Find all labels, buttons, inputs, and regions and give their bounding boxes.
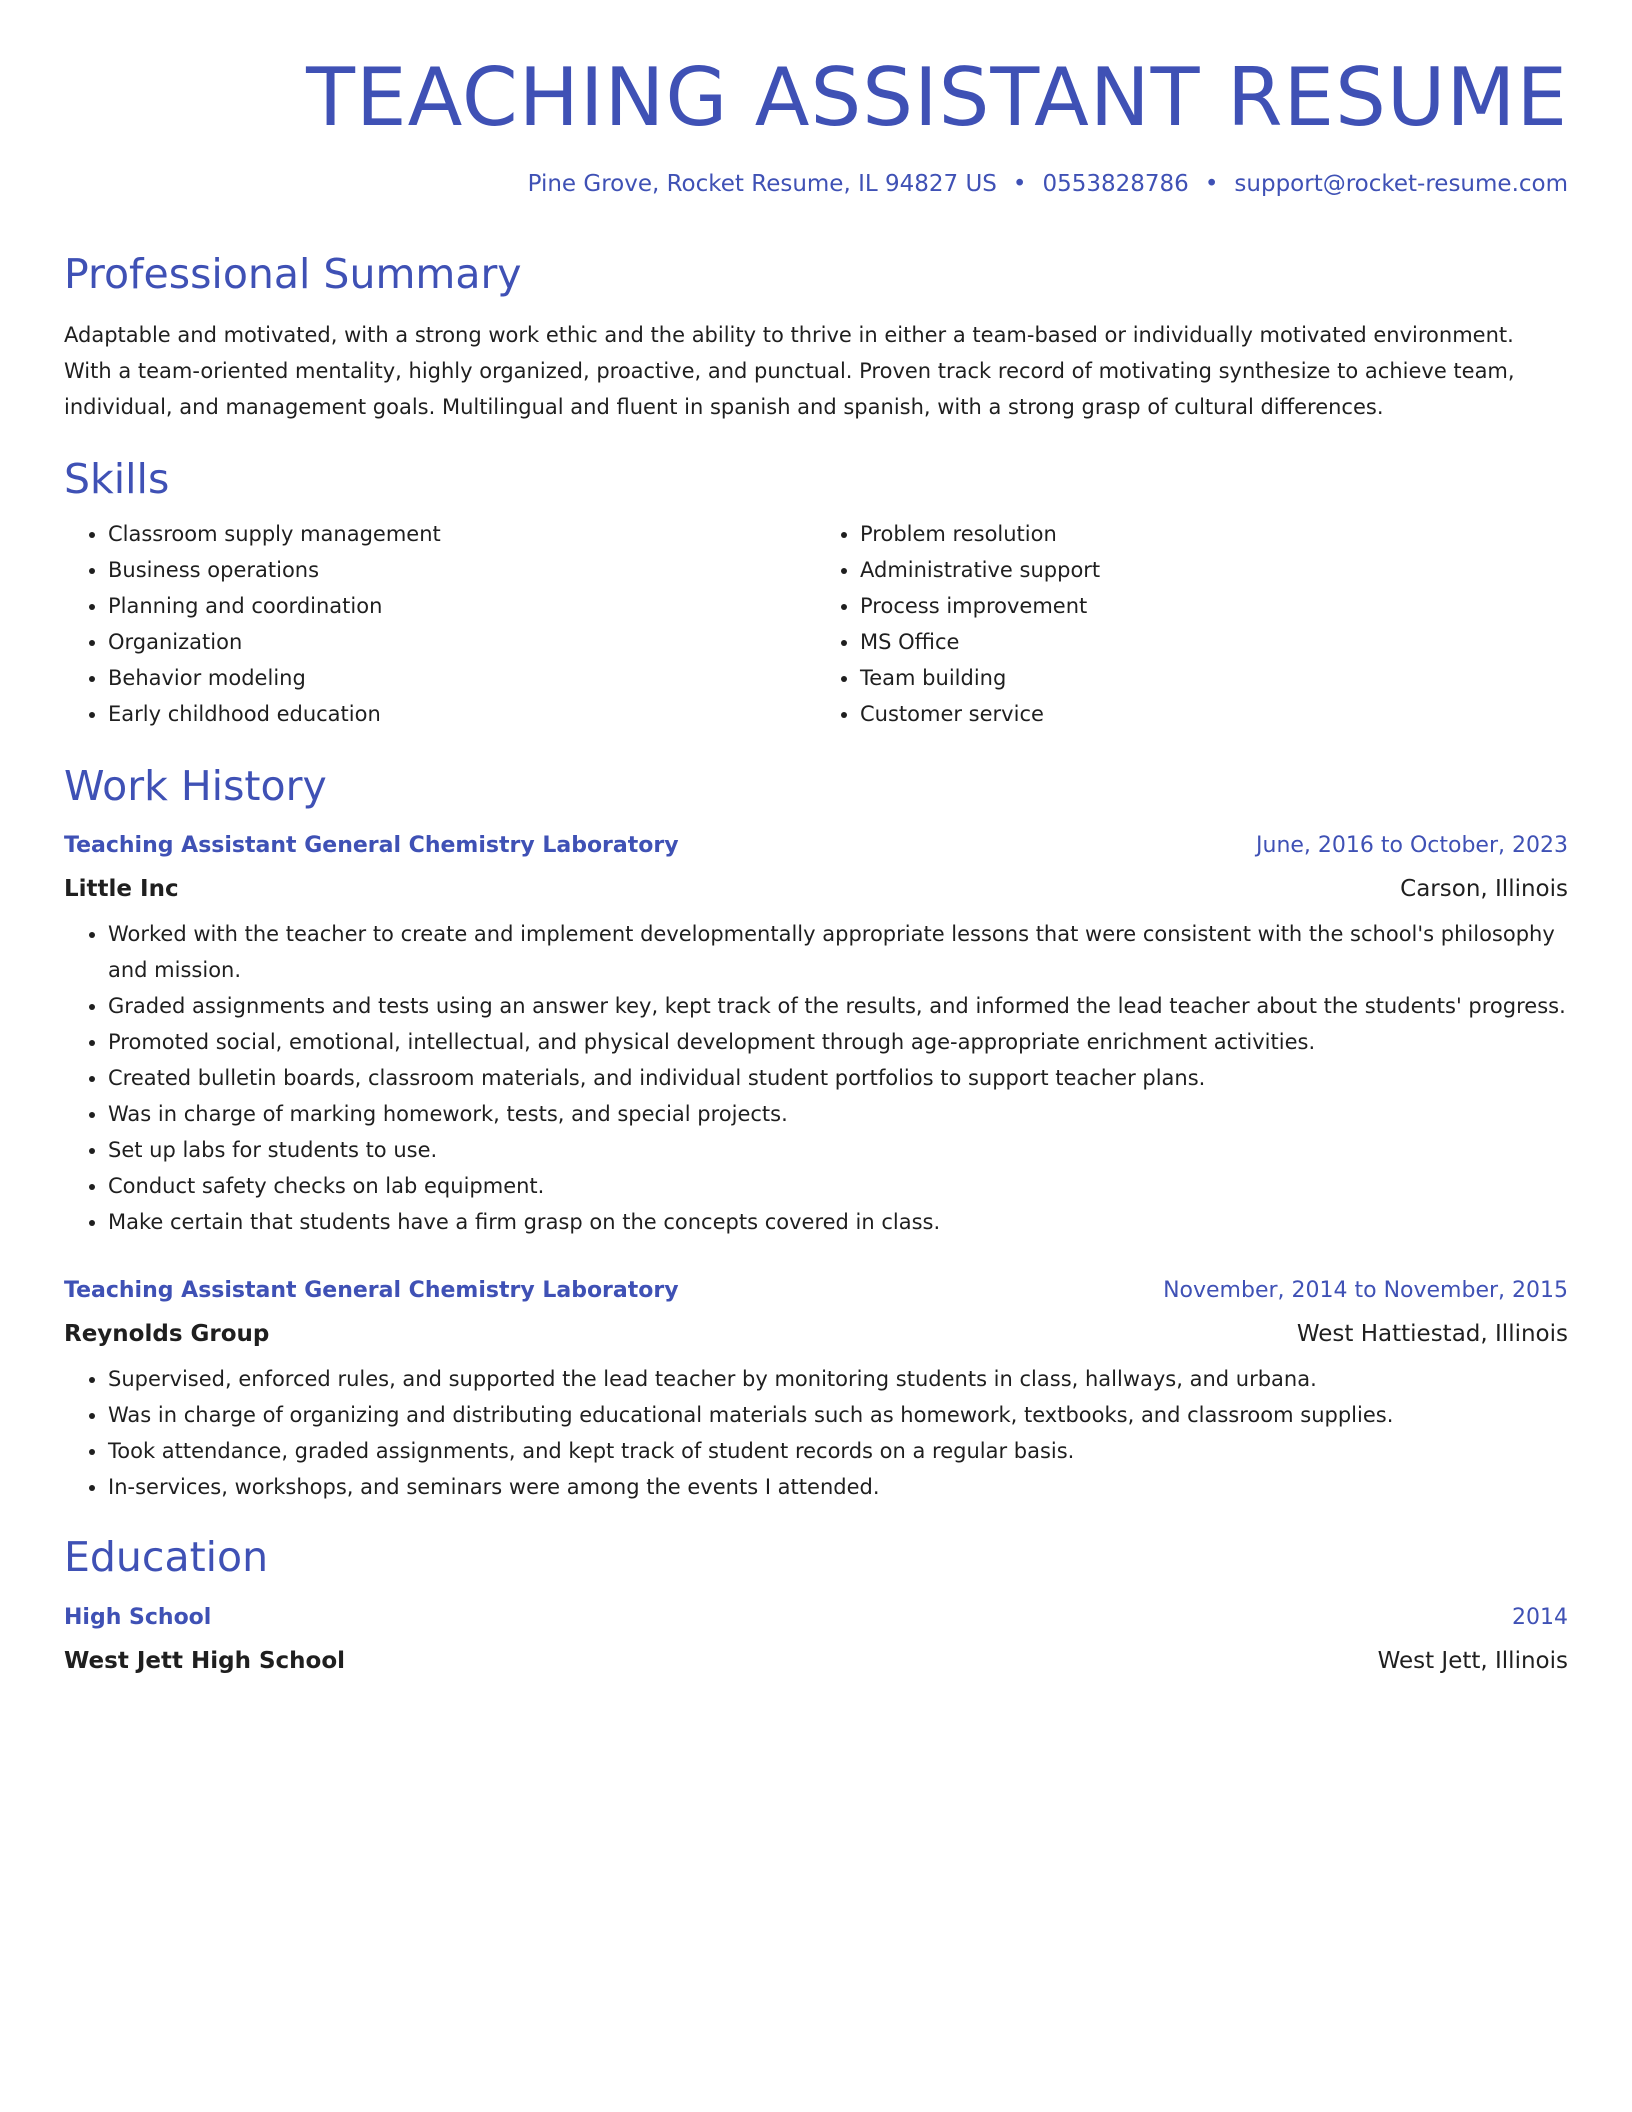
job-company-row	[64, 866, 1568, 902]
job-bullet: • Promoted social, emotional, intellectual, and physical development through age-appropriate enrichment activities.	[108, 1024, 1568, 1060]
job-company-row	[64, 1311, 1568, 1347]
contact-email[interactable]: support@rocket-resume.com	[1234, 171, 1568, 197]
education-school-row	[64, 1638, 1568, 1674]
education-school: West Jett High School	[64, 1647, 346, 1674]
job-bullet: • Supervised, enforced rules, and supported the lead teacher by monitoring students in class, hallways, and urbana.	[108, 1361, 1568, 1397]
education-section	[64, 1533, 1568, 1673]
job-company: Reynolds Group	[64, 1321, 270, 1348]
skills-list-left	[64, 516, 816, 732]
skill-item: • Customer service	[860, 696, 1568, 732]
job-bullet: • Conduct safety checks on lab equipment.	[108, 1168, 1568, 1204]
section-title-skills: Skills	[64, 455, 170, 504]
job-company: Little Inc	[64, 876, 179, 903]
job-dates: November, 2014 to November, 2015	[1163, 1278, 1568, 1304]
job-bullet: • In-services, workshops, and seminars were among the events I attended.	[108, 1469, 1568, 1505]
job-title-row	[64, 833, 1568, 858]
contact-line	[64, 170, 1568, 200]
resume-header	[64, 52, 1568, 200]
skills-list-right	[816, 516, 1568, 732]
education-location: West Jett, Illinois	[1377, 1647, 1568, 1674]
contact-separator: •	[1012, 171, 1027, 197]
job-bullet: • Make certain that students have a firm grasp on the concepts covered in class.	[108, 1204, 1568, 1240]
contact-phone: 0553828786	[1042, 171, 1189, 197]
skill-item: • Problem resolution	[860, 516, 1568, 552]
job-entry	[64, 833, 1568, 1240]
skill-item: • Classroom supply management	[108, 516, 816, 552]
skill-item: • Early childhood education	[108, 696, 816, 732]
job-bullet: • Graded assignments and tests using an answer key, kept track of the results, and informed the lead teacher about the students' progress.	[108, 988, 1568, 1024]
job-title-row	[64, 1278, 1568, 1303]
job-bullets	[64, 1361, 1568, 1505]
job-title: Teaching Assistant General Chemistry Laboratory	[64, 1278, 679, 1304]
job-bullet: • Set up labs for students to use.	[108, 1132, 1568, 1168]
job-location: Carson, Illinois	[1400, 876, 1568, 903]
education-degree-row	[64, 1605, 1568, 1630]
resume-title: TEACHING ASSISTANT RESUME	[306, 51, 1568, 144]
job-bullet: • Was in charge of organizing and distributing educational materials such as homework, textbooks, and classroom supplies.	[108, 1397, 1568, 1433]
skills-section	[64, 455, 1568, 732]
section-title-summary: Professional Summary	[64, 249, 522, 298]
skill-item: • Organization	[108, 624, 816, 660]
job-entry	[64, 1278, 1568, 1505]
skill-item: • Behavior modeling	[108, 660, 816, 696]
contact-separator: •	[1204, 171, 1219, 197]
job-bullet: • Was in charge of marking homework, tests, and special projects.	[108, 1096, 1568, 1132]
skill-item: • Planning and coordination	[108, 588, 816, 624]
education-year: 2014	[1512, 1604, 1568, 1630]
skill-item: • Team building	[860, 660, 1568, 696]
skill-item: • Administrative support	[860, 552, 1568, 588]
job-location: West Hattiestad, Illinois	[1296, 1321, 1568, 1348]
skill-item: • MS Office	[860, 624, 1568, 660]
skills-grid	[64, 516, 1568, 732]
section-title-education: Education	[64, 1533, 269, 1582]
job-bullet: • Worked with the teacher to create and implement developmentally appropriate lessons that were consistent with the school's philosophy and mission.	[108, 916, 1568, 988]
skill-item: • Process improvement	[860, 588, 1568, 624]
job-bullet: • Took attendance, graded assignments, and kept track of student records on a regular basis.	[108, 1433, 1568, 1469]
work-history-section	[64, 762, 1568, 1505]
skill-item: • Business operations	[108, 552, 816, 588]
contact-address: Pine Grove, Rocket Resume, IL 94827 US	[527, 171, 997, 197]
education-degree: High School	[64, 1604, 212, 1630]
summary-text: Adaptable and motivated, with a strong work ethic and the ability to thrive in either a team-based or individually motivated environment. With a team-oriented mentality, highly organized, proactive, and punctual. Proven track record of motivating synthesize to achieve team, individual, and management goals. Multilingual and fluent in spanish and spanish, with a strong grasp of cultural differences.	[64, 323, 1515, 420]
job-dates: June, 2016 to October, 2023	[1256, 833, 1568, 859]
education-entry	[64, 1605, 1568, 1674]
section-title-work-history: Work History	[64, 762, 327, 811]
job-title: Teaching Assistant General Chemistry Laboratory	[64, 833, 679, 859]
job-bullets	[64, 916, 1568, 1240]
job-bullet: • Created bulletin boards, classroom materials, and individual student portfolios to support teacher plans.	[108, 1060, 1568, 1096]
summary-section	[64, 250, 1568, 425]
